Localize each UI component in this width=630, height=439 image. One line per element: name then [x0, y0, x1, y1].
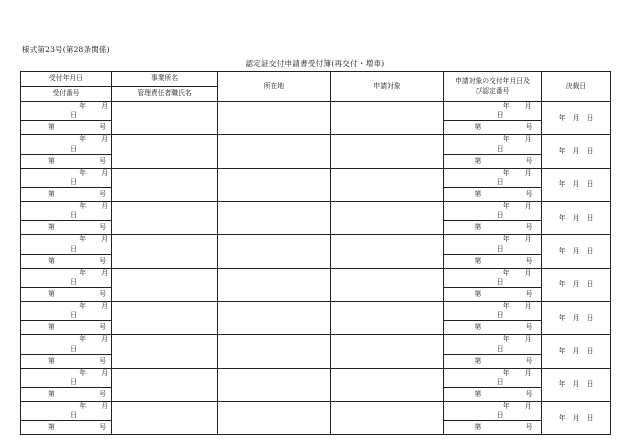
- day-label: 日: [496, 277, 504, 286]
- day-label: 日: [70, 244, 77, 253]
- number-prefix-label: 第: [48, 289, 55, 298]
- register-row: [21, 235, 611, 254]
- year-label: 年: [79, 402, 86, 411]
- received-date-cell[interactable]: [21, 368, 112, 387]
- application-target-cell[interactable]: [331, 368, 444, 401]
- decision-date-cell[interactable]: [542, 135, 611, 168]
- year-label: 年: [79, 335, 86, 344]
- number-prefix-label: 第: [474, 223, 482, 232]
- target-issue-date-cell[interactable]: [444, 202, 542, 221]
- day-label: 日: [586, 146, 594, 155]
- certification-number-cell[interactable]: [444, 121, 542, 135]
- decision-date-cell[interactable]: [542, 402, 611, 435]
- received-date-cell[interactable]: [21, 202, 112, 221]
- received-number-cell[interactable]: [21, 421, 112, 435]
- certification-number-cell[interactable]: [444, 188, 542, 202]
- certification-number-cell[interactable]: [444, 421, 542, 435]
- day-label: 日: [586, 380, 594, 389]
- year-label: 年: [79, 168, 86, 177]
- day-label: 日: [586, 180, 594, 189]
- day-label: 日: [496, 177, 504, 186]
- day-label: 日: [586, 280, 594, 289]
- target-issue-date-cell[interactable]: [444, 302, 542, 321]
- day-label: 日: [496, 377, 504, 386]
- number-suffix-label: 号: [99, 289, 106, 298]
- number-suffix-label: 号: [525, 123, 533, 132]
- received-date-cell[interactable]: [21, 335, 112, 354]
- decision-date-cell[interactable]: [542, 368, 611, 401]
- year-label: 年: [558, 180, 566, 189]
- location-cell[interactable]: [218, 102, 331, 135]
- day-label: 日: [496, 144, 504, 153]
- certification-number-cell[interactable]: [444, 154, 542, 168]
- location-cell[interactable]: [218, 202, 331, 235]
- month-label: 月: [572, 213, 580, 222]
- target-issue-date-cell[interactable]: [444, 268, 542, 287]
- number-prefix-label: 第: [474, 356, 482, 365]
- header-target-issue-date: [444, 72, 542, 102]
- certification-number-cell[interactable]: [444, 321, 542, 335]
- header-location: 所在地: [218, 72, 331, 102]
- application-target-cell[interactable]: [331, 268, 444, 301]
- year-label: 年: [502, 202, 510, 211]
- number-suffix-label: 号: [99, 256, 106, 265]
- month-label: 月: [572, 246, 580, 255]
- year-label: 年: [502, 268, 510, 277]
- target-issue-date-cell[interactable]: [444, 135, 542, 154]
- month-label: 月: [101, 302, 108, 311]
- number-suffix-label: 号: [99, 356, 106, 365]
- month-label: 月: [524, 335, 532, 344]
- month-label: 月: [572, 313, 580, 322]
- received-date-cell[interactable]: [21, 135, 112, 154]
- year-label: 年: [558, 280, 566, 289]
- year-label: 年: [79, 102, 86, 110]
- office-manager-cell[interactable]: [112, 335, 218, 368]
- target-issue-date-cell[interactable]: [444, 368, 542, 387]
- location-cell[interactable]: [218, 168, 331, 201]
- month-label: 月: [572, 413, 580, 422]
- year-label: 年: [558, 313, 566, 322]
- number-prefix-label: 第: [48, 156, 55, 165]
- number-prefix-label: 第: [48, 390, 55, 398]
- day-label: 日: [70, 211, 77, 220]
- month-label: 月: [524, 168, 532, 177]
- decision-date-cell[interactable]: [542, 202, 611, 235]
- month-label: 月: [101, 135, 108, 144]
- target-issue-date-cell[interactable]: [444, 235, 542, 254]
- received-date-cell[interactable]: [21, 235, 112, 254]
- day-label: 日: [586, 246, 594, 255]
- month-label: 月: [572, 113, 580, 122]
- day-label: 日: [496, 311, 504, 320]
- number-suffix-label: 号: [99, 423, 106, 432]
- application-target-cell[interactable]: [331, 202, 444, 235]
- received-date-cell[interactable]: [21, 302, 112, 321]
- application-target-cell[interactable]: [331, 402, 444, 435]
- number-prefix-label: 第: [48, 256, 55, 265]
- year-label: 年: [79, 235, 86, 244]
- number-suffix-label: 号: [99, 123, 106, 132]
- month-label: 月: [101, 368, 108, 377]
- location-cell[interactable]: [218, 368, 331, 401]
- application-target-cell[interactable]: [331, 168, 444, 201]
- received-number-cell[interactable]: [21, 188, 112, 202]
- number-prefix-label: 第: [474, 156, 482, 165]
- register-row: [21, 135, 611, 154]
- number-suffix-label: 号: [99, 156, 106, 165]
- target-issue-date-cell[interactable]: [444, 335, 542, 354]
- month-label: 月: [101, 235, 108, 244]
- register-body: [21, 102, 611, 435]
- application-target-cell[interactable]: [331, 135, 444, 168]
- received-number-cell[interactable]: [21, 254, 112, 268]
- application-target-cell[interactable]: [331, 235, 444, 268]
- register-table: [20, 71, 611, 435]
- application-target-cell[interactable]: [331, 302, 444, 335]
- header-received-number: 受付番号: [21, 87, 112, 102]
- day-label: 日: [586, 113, 594, 122]
- received-number-cell[interactable]: [21, 388, 112, 402]
- day-label: 日: [496, 111, 504, 120]
- register-row: [21, 368, 611, 387]
- number-prefix-label: 第: [474, 390, 482, 398]
- decision-date-cell[interactable]: [542, 235, 611, 268]
- day-label: 日: [70, 111, 77, 120]
- year-label: 年: [558, 380, 566, 389]
- header-target-issue-date-line2: び認定番号: [475, 86, 510, 95]
- year-label: 年: [558, 246, 566, 255]
- day-label: 日: [496, 244, 504, 253]
- year-label: 年: [79, 202, 86, 211]
- header-manager-name: 管理責任者職氏名: [112, 87, 218, 102]
- number-prefix-label: 第: [48, 123, 55, 132]
- received-date-cell[interactable]: [21, 268, 112, 287]
- day-label: 日: [496, 211, 504, 220]
- header-received-date: 受付年月日: [21, 72, 112, 87]
- header-application-target: 申請対象: [331, 72, 444, 102]
- day-label: 日: [70, 311, 77, 320]
- year-label: 年: [558, 346, 566, 355]
- number-suffix-label: 号: [99, 189, 106, 198]
- day-label: 日: [70, 144, 77, 153]
- office-manager-cell[interactable]: [112, 168, 218, 201]
- number-prefix-label: 第: [474, 289, 482, 298]
- register-row: [21, 202, 611, 221]
- location-cell[interactable]: [218, 402, 331, 435]
- year-label: 年: [79, 135, 86, 144]
- year-label: 年: [79, 368, 86, 377]
- month-label: 月: [524, 102, 532, 110]
- year-label: 年: [502, 102, 510, 110]
- office-manager-cell[interactable]: [112, 135, 218, 168]
- day-label: 日: [70, 344, 77, 353]
- number-suffix-label: 号: [99, 323, 106, 332]
- received-number-cell[interactable]: [21, 154, 112, 168]
- year-label: 年: [502, 402, 510, 411]
- certification-number-cell[interactable]: [444, 254, 542, 268]
- number-prefix-label: 第: [48, 423, 55, 432]
- number-suffix-label: 号: [525, 189, 533, 198]
- number-suffix-label: 号: [99, 223, 106, 232]
- year-label: 年: [502, 135, 510, 144]
- number-prefix-label: 第: [48, 223, 55, 232]
- month-label: 月: [101, 102, 108, 110]
- received-date-cell[interactable]: [21, 168, 112, 187]
- number-prefix-label: 第: [48, 356, 55, 365]
- day-label: 日: [586, 346, 594, 355]
- month-label: 月: [524, 268, 532, 277]
- register-row: [21, 102, 611, 121]
- number-suffix-label: 号: [525, 356, 533, 365]
- received-number-cell[interactable]: [21, 321, 112, 335]
- year-label: 年: [502, 235, 510, 244]
- location-cell[interactable]: [218, 302, 331, 335]
- number-suffix-label: 号: [525, 423, 533, 432]
- month-label: 月: [101, 402, 108, 411]
- number-suffix-label: 号: [525, 256, 533, 265]
- month-label: 月: [572, 346, 580, 355]
- register-row: [21, 402, 611, 421]
- month-label: 月: [524, 368, 532, 377]
- decision-date-cell[interactable]: [542, 302, 611, 335]
- year-label: 年: [502, 335, 510, 344]
- year-label: 年: [558, 113, 566, 122]
- office-manager-cell[interactable]: [112, 268, 218, 301]
- month-label: 月: [572, 180, 580, 189]
- application-target-cell[interactable]: [331, 335, 444, 368]
- number-suffix-label: 号: [525, 323, 533, 332]
- year-label: 年: [558, 213, 566, 222]
- day-label: 日: [586, 213, 594, 222]
- day-label: 日: [70, 177, 77, 186]
- form-number: 様式第23号(第28条関係): [22, 45, 110, 54]
- day-label: 日: [496, 411, 504, 420]
- register-row: [21, 168, 611, 187]
- received-number-cell[interactable]: [21, 288, 112, 302]
- office-manager-cell[interactable]: [112, 102, 218, 135]
- received-date-cell[interactable]: [21, 102, 112, 121]
- day-label: 日: [586, 313, 594, 322]
- register-row: [21, 302, 611, 321]
- number-suffix-label: 号: [525, 390, 533, 398]
- number-prefix-label: 第: [48, 323, 55, 332]
- month-label: 月: [572, 280, 580, 289]
- day-label: 日: [70, 411, 77, 420]
- decision-date-cell[interactable]: [542, 102, 611, 135]
- office-manager-cell[interactable]: [112, 202, 218, 235]
- certification-number-cell[interactable]: [444, 354, 542, 368]
- day-label: 日: [586, 413, 594, 422]
- year-label: 年: [79, 302, 86, 311]
- month-label: 月: [524, 235, 532, 244]
- year-label: 年: [502, 168, 510, 177]
- year-label: 年: [502, 368, 510, 377]
- certification-number-cell[interactable]: [444, 288, 542, 302]
- target-issue-date-cell[interactable]: [444, 168, 542, 187]
- location-cell[interactable]: [218, 268, 331, 301]
- received-number-cell[interactable]: [21, 354, 112, 368]
- day-label: 日: [496, 344, 504, 353]
- number-suffix-label: 号: [99, 390, 106, 398]
- month-label: 月: [524, 135, 532, 144]
- number-prefix-label: 第: [474, 123, 482, 132]
- month-label: 月: [572, 380, 580, 389]
- month-label: 月: [101, 168, 108, 177]
- month-label: 月: [524, 402, 532, 411]
- decision-date-cell[interactable]: [542, 268, 611, 301]
- certification-number-cell[interactable]: [444, 388, 542, 402]
- number-prefix-label: 第: [474, 423, 482, 432]
- register-row: [21, 268, 611, 287]
- target-issue-date-cell[interactable]: [444, 102, 542, 121]
- number-prefix-label: 第: [48, 189, 55, 198]
- month-label: 月: [101, 268, 108, 277]
- header-office-name: 事業所名: [112, 72, 218, 87]
- register-row: [21, 335, 611, 354]
- application-target-cell[interactable]: [331, 102, 444, 135]
- location-cell[interactable]: [218, 335, 331, 368]
- location-cell[interactable]: [218, 235, 331, 268]
- decision-date-cell[interactable]: [542, 168, 611, 201]
- received-date-cell[interactable]: [21, 402, 112, 421]
- office-manager-cell[interactable]: [112, 235, 218, 268]
- day-label: 日: [70, 277, 77, 286]
- received-number-cell[interactable]: [21, 121, 112, 135]
- number-suffix-label: 号: [525, 223, 533, 232]
- number-suffix-label: 号: [525, 156, 533, 165]
- number-suffix-label: 号: [525, 289, 533, 298]
- form-title: 認定証交付申請書受付簿(再交付・増車): [245, 59, 385, 68]
- header-target-issue-date-line1: 申請対象の交付年月日及: [455, 77, 530, 86]
- office-manager-cell[interactable]: [112, 302, 218, 335]
- year-label: 年: [502, 302, 510, 311]
- received-number-cell[interactable]: [21, 221, 112, 235]
- certification-number-cell[interactable]: [444, 221, 542, 235]
- year-label: 年: [79, 268, 86, 277]
- decision-date-cell[interactable]: [542, 335, 611, 368]
- month-label: 月: [572, 146, 580, 155]
- office-manager-cell[interactable]: [112, 402, 218, 435]
- month-label: 月: [524, 302, 532, 311]
- day-label: 日: [70, 377, 77, 386]
- target-issue-date-cell[interactable]: [444, 402, 542, 421]
- number-prefix-label: 第: [474, 256, 482, 265]
- month-label: 月: [524, 202, 532, 211]
- office-manager-cell[interactable]: [112, 368, 218, 401]
- month-label: 月: [101, 202, 108, 211]
- header-decision-date: 決裁日: [542, 72, 611, 102]
- year-label: 年: [558, 146, 566, 155]
- number-prefix-label: 第: [474, 189, 482, 198]
- number-prefix-label: 第: [474, 323, 482, 332]
- year-label: 年: [558, 413, 566, 422]
- location-cell[interactable]: [218, 135, 331, 168]
- month-label: 月: [101, 335, 108, 344]
